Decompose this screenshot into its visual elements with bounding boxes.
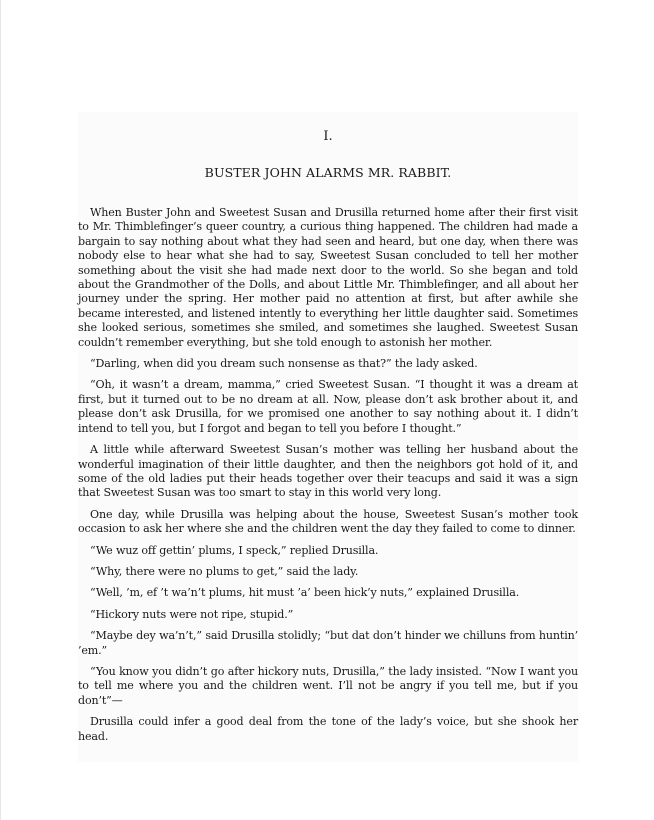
paragraph: One day, while Drusilla was helping about the house, Sweetest Susan’s mother took occasion to ask her where she and the children went the day they failed to come to dinner. <box>78 507 578 536</box>
paragraph: When Buster John and Sweetest Susan and Drusilla returned home after their first visit to Mr. Thimblefinger’s queer country, a curious thing happened. The children had made a bargain to say nothing about what they had seen and heard, but one day, when there was nobody else to hear what she had to say, Sweetest Susan concluded to tell her mother something about the visit she had made next door to the world. So she began and told about the Grandmother of the Dolls, and about Little Mr. Thimblefinger, and all about her journey under the spring. Her mother paid no attention at first, but after awhile she became interested, and listened intently to everything her little daughter said. Sometimes she looked serious, sometimes she smiled, and sometimes she laughed. Sweetest Susan couldn’t remember everything, but she told enough to astonish her mother. <box>78 206 578 349</box>
paragraph: “Darling, when did you dream such nonsense as that?” the lady asked. <box>90 357 478 371</box>
paragraph: “Hickory nuts were not ripe, stupid.” <box>90 607 294 621</box>
chapter-body <box>78 206 578 751</box>
paragraph: “You know you didn’t go after hickory nuts, Drusilla,” the lady insisted. “Now I want you to tell me where you and the children went. I’ll not be angry if you tell me, but if you don’t”— <box>78 664 578 707</box>
page-edge <box>0 0 1 820</box>
chapter-number: I. <box>323 129 333 144</box>
paragraph: A little while afterward Sweetest Susan’s mother was telling her husband about the wonderful imagination of their little daughter, and then the neighbors got hold of it, and some of the old ladies put their heads together over their teacups and said it was a sign that Sweetest Susan was too smart to stay in this world very long. <box>78 443 578 500</box>
paragraph: “Why, there were no plums to get,” said the lady. <box>90 564 359 578</box>
paragraph: “Maybe dey wa’n’t,” said Drusilla stolidly; “but dat don’t hinder we chilluns from huntin’ ’em.” <box>78 629 578 657</box>
paragraph: “Oh, it wasn’t a dream, mamma,” cried Sweetest Susan. “I thought it was a dream at first, but it turned out to be no dream at all. Now, please don’t ask brother about it, and please don’t ask Drusilla, for we promised one another to say nothing about it. I didn’t intend to tell you, but I forgot and began to tell you before I thought.” <box>78 378 578 435</box>
chapter-title: BUSTER JOHN ALARMS MR. RABBIT. <box>204 165 452 180</box>
paragraph: Drusilla could infer a good deal from the tone of the lady’s voice, but she shook her head. <box>78 715 578 743</box>
paragraph: “We wuz off gettin’ plums, I speck,” replied Drusilla. <box>90 543 379 557</box>
paragraph: “Well, ’m, ef ’t wa’n’t plums, hit must ’a’ been hick’y nuts,” explained Drusilla. <box>90 586 520 600</box>
